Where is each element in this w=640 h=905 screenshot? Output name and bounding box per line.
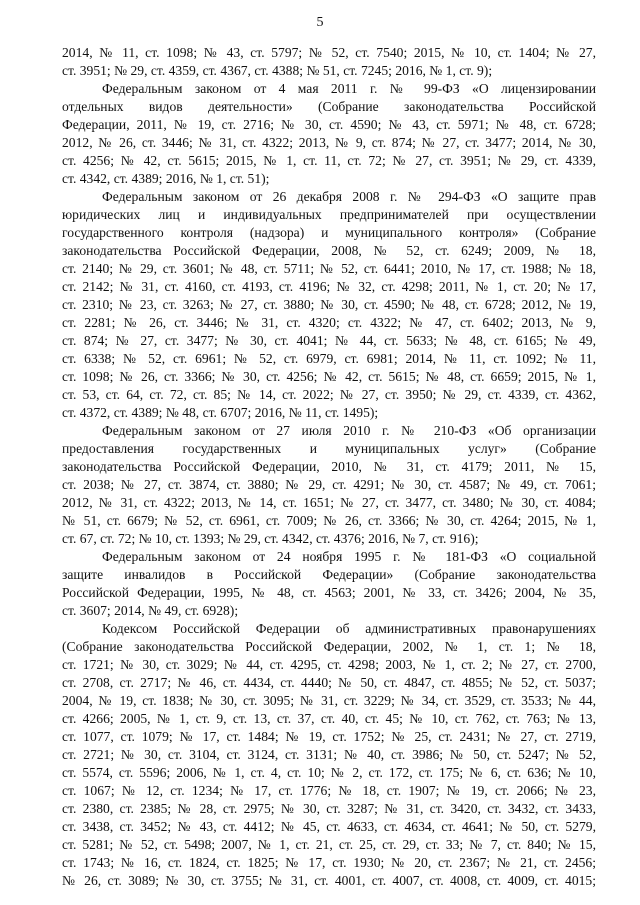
- text-line: 2012, № 26, ст. 3446; № 31, ст. 4322; 2013, № 9, ст. 874; № 27, ст. 3477; 2014, № 30,: [62, 135, 596, 150]
- text-line: защите инвалидов в Российской Федерации» (Собрание законодательства: [62, 567, 596, 582]
- text-line: ст. 3438, ст. 3452; № 43, ст. 4412; № 45, ст. 4633, ст. 4634, ст. 4641; № 50, ст. 5279,: [62, 819, 596, 834]
- text-line: государственного контроля (надзора) и муниципального контроля» (Собрание: [62, 225, 596, 240]
- text-line: ст. 2038; № 27, ст. 3874, ст. 3880; № 29, ст. 4291; № 30, ст. 4587; № 49, ст. 7061;: [62, 477, 596, 492]
- text-line: 2004, № 19, ст. 1838; № 30, ст. 3095; № 31, ст. 3229; № 34, ст. 3529, ст. 3533; № 44,: [62, 693, 596, 708]
- text-line: ст. 3951; № 29, ст. 4359, ст. 4367, ст. 4388; № 51, ст. 7245; 2016, № 1, ст. 9);: [62, 63, 493, 78]
- text-line: ст. 2708, ст. 2717; № 46, ст. 4434, ст. 4440; № 50, ст. 4847, ст. 4855; № 52, ст. 5037;: [62, 675, 596, 690]
- text-line: предоставления государственных и муниципальных услуг» (Собрание: [62, 441, 596, 456]
- text-line: ст. 2721; № 30, ст. 3104, ст. 3124, ст. 3131; № 40, ст. 3986; № 50, ст. 5247; № 52,: [62, 747, 596, 762]
- text-line: № 51, ст. 6679; № 52, ст. 6961, ст. 7009; № 26, ст. 3366; № 30, ст. 4264; 2015, № 1,: [62, 513, 596, 528]
- text-line: Федерации, 2011, № 19, ст. 2716; № 30, ст. 4590; № 43, ст. 5971; № 48, ст. 6728;: [62, 117, 596, 132]
- text-line: ст. 2281; № 26, ст. 3446; № 31, ст. 4320; ст. 4322; № 47, ст. 6402; 2013, № 9,: [62, 315, 596, 330]
- paragraph-first-line: Федеральным законом от 24 ноября 1995 г. № 181-ФЗ «О социальной: [102, 549, 596, 564]
- paragraph-first-line: Федеральным законом от 4 мая 2011 г. № 99-ФЗ «О лицензировании: [102, 81, 596, 96]
- page-number: 5: [316, 15, 324, 30]
- text-line: ст. 2310; № 23, ст. 3263; № 27, ст. 3880; № 30, ст. 4590; № 48, ст. 6728; 2012, № 19,: [62, 297, 596, 312]
- text-line: ст. 2380, ст. 2385; № 28, ст. 2975; № 30, ст. 3287; № 31, ст. 3420, ст. 3432, ст. 3433,: [62, 801, 596, 816]
- text-line: ст. 1743; № 16, ст. 1824, ст. 1825; № 17, ст. 1930; № 20, ст. 2367; № 21, ст. 2456;: [62, 855, 596, 870]
- text-line: Российской Федерации, 1995, № 48, ст. 4563; 2001, № 33, ст. 3426; 2004, № 35,: [62, 585, 596, 600]
- text-line: ст. 1098; № 26, ст. 3366; № 30, ст. 4256; № 42, ст. 5615; № 48, ст. 6659; 2015, № 1,: [62, 369, 596, 384]
- text-line: ст. 67, ст. 72; № 10, ст. 1393; № 29, ст. 4342, ст. 4376; 2016, № 7, ст. 916);: [62, 531, 479, 546]
- text-line: юридических лиц и индивидуальных предпринимателей при осуществлении: [62, 207, 596, 222]
- text-line: ст. 2142; № 31, ст. 4160, ст. 4193, ст. 4196; № 32, ст. 4298; 2011, № 1, ст. 20; № 17,: [62, 279, 596, 294]
- text-line: законодательства Российской Федерации, 2010, № 31, ст. 4179; 2011, № 15,: [62, 459, 596, 474]
- text-line: ст. 1721; № 30, ст. 3029; № 44, ст. 4295, ст. 4298; 2003, № 1, ст. 2; № 27, ст. 2700,: [62, 657, 596, 672]
- text-line: ст. 6338; № 52, ст. 6961; № 52, ст. 6979, ст. 6981; 2014, № 11, ст. 1092; № 11,: [62, 351, 596, 366]
- paragraph-first-line: Кодексом Российской Федерации об административных правонарушениях: [102, 621, 596, 636]
- text-line: ст. 1067; № 12, ст. 1234; № 17, ст. 1776; № 18, ст. 1907; № 19, ст. 2066; № 23,: [62, 783, 596, 798]
- paragraph-first-line: Федеральным законом от 27 июля 2010 г. № 210-ФЗ «Об организации: [102, 423, 596, 438]
- text-line: 2012, № 31, ст. 4322; 2013, № 14, ст. 1651; № 27, ст. 3477, ст. 3480; № 30, ст. 4084;: [62, 495, 596, 510]
- text-line: 2014, № 11, ст. 1098; № 43, ст. 5797; № 52, ст. 7540; 2015, № 10, ст. 1404; № 27,: [62, 45, 596, 60]
- text-line: отдельных видов деятельности» (Собрание законодательства Российской: [62, 99, 596, 114]
- text-line: ст. 1077, ст. 1079; № 17, ст. 1484; № 19, ст. 1752; № 25, ст. 2431; № 27, ст. 2719,: [62, 729, 596, 744]
- text-line: ст. 5281; № 52, ст. 5498; 2007, № 1, ст. 21, ст. 25, ст. 29, ст. 33; № 7, ст. 840; № 15,: [62, 837, 596, 852]
- text-line: (Собрание законодательства Российской Федерации, 2002, № 1, ст. 1; № 18,: [62, 639, 596, 654]
- text-line: законодательства Российской Федерации, 2008, № 52, ст. 6249; 2009, № 18,: [62, 243, 596, 258]
- text-line: ст. 4266; 2005, № 1, ст. 9, ст. 13, ст. 37, ст. 40, ст. 45; № 10, ст. 762, ст. 763; № 13,: [62, 711, 596, 726]
- text-line: ст. 4342, ст. 4389; 2016, № 1, ст. 51);: [62, 171, 270, 186]
- text-line: ст. 4372, ст. 4389; № 48, ст. 6707; 2016, № 11, ст. 1495);: [62, 405, 379, 420]
- text-line: ст. 874; № 27, ст. 3477; № 30, ст. 4041; № 44, ст. 5633; № 48, ст. 6165; № 49,: [62, 333, 596, 348]
- paragraph-first-line: Федеральным законом от 26 декабря 2008 г. № 294-ФЗ «О защите прав: [102, 189, 596, 204]
- text-line: № 26, ст. 3089; № 30, ст. 3755; № 31, ст. 4001, ст. 4007, ст. 4008, ст. 4009, ст. 4015;: [62, 873, 596, 888]
- text-line: ст. 5574, ст. 5596; 2006, № 1, ст. 4, ст. 10; № 2, ст. 172, ст. 175; № 6, ст. 636; № 10,: [62, 765, 596, 780]
- text-line: ст. 4256; № 42, ст. 5615; 2015, № 1, ст. 11, ст. 72; № 27, ст. 3951; № 29, ст. 4339,: [62, 153, 596, 168]
- text-line: ст. 2140; № 29, ст. 3601; № 48, ст. 5711; № 52, ст. 6441; 2010, № 17, ст. 1988; № 18,: [62, 261, 596, 276]
- text-line: ст. 53, ст. 64, ст. 72, ст. 85; № 14, ст. 2022; № 27, ст. 3950; № 29, ст. 4339, ст. 4362,: [62, 387, 596, 402]
- text-line: ст. 3607; 2014, № 49, ст. 6928);: [62, 603, 239, 618]
